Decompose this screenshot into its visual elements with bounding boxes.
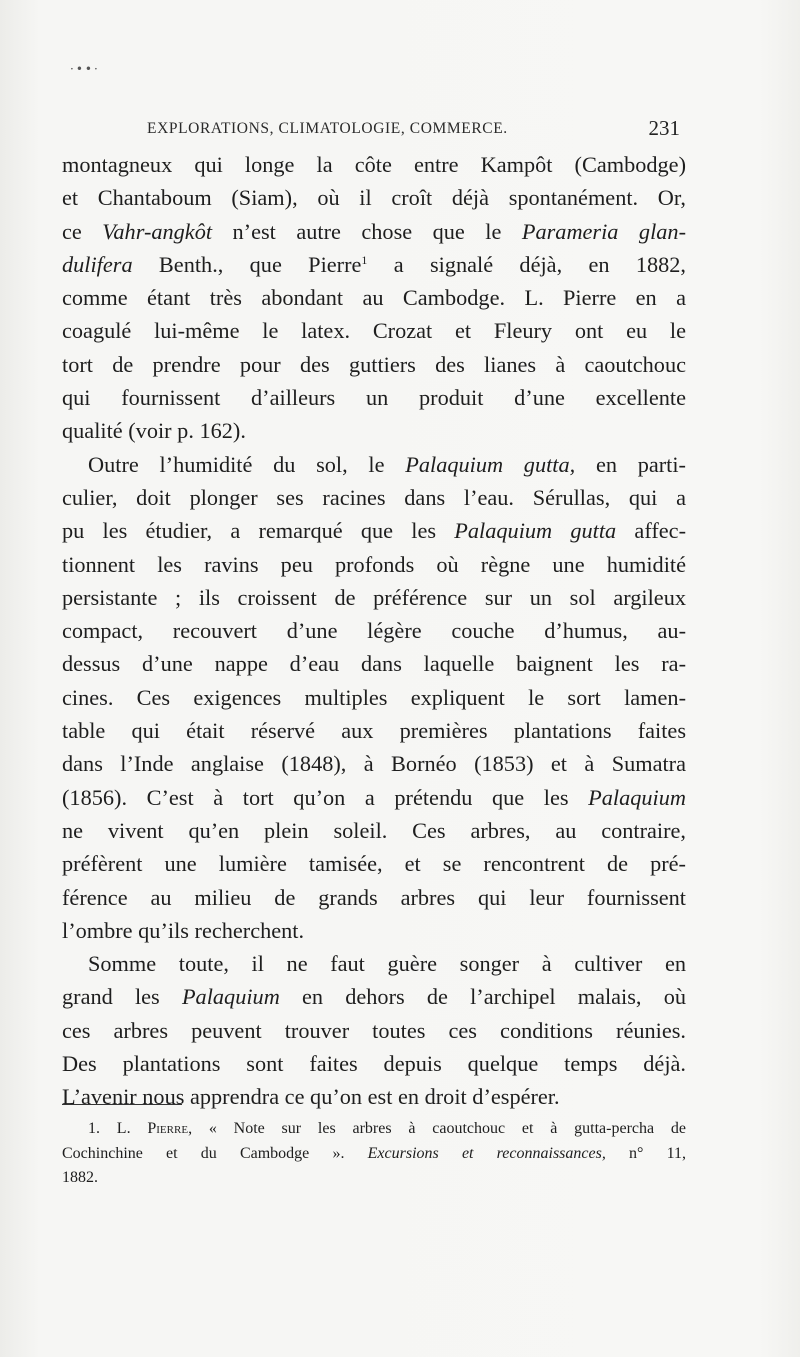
body-line: [62, 314, 686, 347]
text-run: dessus d’une nappe d’eau dans laquelle baignent les ra-: [62, 651, 686, 677]
italic-text: Palaquium: [181, 984, 280, 1010]
running-head-title: EXPLORATIONS, CLIMATOLOGIE, COMMERCE.: [147, 120, 508, 137]
page-number: 231: [648, 116, 680, 140]
text-run: comme étant très abondant au Cambodge. L. Pierre en a: [62, 285, 686, 311]
author-name: Pierre: [147, 1120, 189, 1137]
text-run: en parti-: [575, 451, 686, 477]
body-line: [62, 248, 686, 281]
body-text: [62, 148, 686, 1114]
body-line: [62, 448, 686, 481]
text-run: et Chantaboum (Siam), où il croît déjà spontanément. Or,: [62, 185, 686, 211]
text-run: table qui était réservé aux premières plantations faites: [62, 718, 686, 744]
body-line: [62, 1080, 686, 1113]
italic-text: Palaquium gutta: [454, 518, 617, 544]
body-line: [62, 548, 686, 581]
text-run: grand les: [62, 984, 182, 1010]
body-line: [62, 781, 686, 814]
text-run: compact, recouvert d’une légère couche d’humus, au-: [62, 618, 686, 644]
italic-text: Palaquium: [588, 784, 686, 810]
body-line: [62, 481, 686, 514]
italic-text: Parameria glan-: [521, 218, 686, 244]
body-line: [62, 914, 686, 947]
body-line: [62, 947, 686, 980]
text-run: tionnent les ravins peu profonds où règne une humidité: [62, 551, 686, 577]
body-line: [62, 348, 686, 381]
italic-text: Excursions et reconnaissances,: [367, 1144, 606, 1162]
text-run: coagulé lui-même le latex. Crozat et Fleury ont eu le: [62, 318, 686, 344]
italic-text: Vahr-angkôt: [102, 218, 213, 244]
footnote-rule: [62, 1104, 182, 1105]
text-run: cines. Ces exigences multiples expliquent le sort lamen-: [62, 684, 686, 710]
text-run: Somme toute, il ne faut guère songer à cultiver en: [88, 951, 686, 977]
body-line: [62, 148, 686, 181]
italic-text: dulifera: [62, 251, 133, 277]
text-run: Benth., que Pierre: [132, 251, 362, 277]
text-run: pu les étudier, a remarqué que les: [62, 518, 455, 544]
text-run: affec-: [616, 518, 686, 544]
text-run: a signalé déjà, en 1882,: [367, 251, 686, 277]
body-line: [62, 215, 686, 248]
text-run: culier, doit plonger ses racines dans l’eau. Sérullas, qui a: [62, 484, 686, 510]
footnote: [62, 1117, 686, 1191]
body-line: [62, 614, 686, 647]
text-run: Cochinchine et du Cambodge ».: [62, 1144, 368, 1162]
text-run: ne vivent qu’en plein soleil. Ces arbres, au contraire,: [62, 817, 686, 843]
text-run: L’avenir nous apprendra ce qu’on est en droit d’espérer.: [62, 1084, 560, 1110]
body-line: [62, 847, 686, 880]
text-run: (1856). C’est à tort qu’on a prétendu que les: [62, 784, 589, 810]
text-run: montagneux qui longe la côte entre Kampôt (Cambodge): [62, 152, 686, 177]
text-run: préfèrent une lumière tamisée, et se rencontrent de pré-: [62, 851, 686, 877]
text-run: férence au milieu de grands arbres qui leur fournissent: [62, 884, 686, 910]
footnote-reference: 1: [361, 252, 368, 267]
italic-text: Palaquium gutta,: [405, 451, 576, 477]
text-run: ce: [62, 218, 103, 244]
body-line: [62, 681, 686, 714]
body-line: [62, 814, 686, 847]
text-run: persistante ; ils croissent de préférence sur un sol argileux: [62, 584, 686, 610]
text-run: 1882.: [62, 1169, 98, 1186]
footnote-line: [62, 1142, 686, 1167]
body-line: [62, 881, 686, 914]
body-line: [62, 281, 686, 314]
text-run: tort de prendre pour des guttiers des lianes à caoutchouc: [62, 351, 686, 377]
text-run: ces arbres peuvent trouver toutes ces conditions réunies.: [62, 1017, 686, 1043]
footnote-line: [62, 1166, 686, 1191]
body-line: [62, 514, 686, 547]
text-run: Outre l’humidité du sol, le: [88, 451, 406, 477]
footnote-line: [62, 1117, 686, 1142]
printer-mark: ·••·: [70, 62, 100, 76]
running-head: [147, 118, 680, 142]
body-line: [62, 747, 686, 780]
body-line: [62, 1047, 686, 1080]
text-run: l’ombre qu’ils recherchent.: [62, 917, 305, 943]
text-run: 1. L.: [88, 1120, 148, 1137]
body-line: [62, 381, 686, 414]
body-line: [62, 647, 686, 680]
text-run: Des plantations sont faites depuis quelque temps déjà.: [62, 1051, 686, 1077]
text-run: , « Note sur les arbres à caoutchouc et à gutta-percha de: [188, 1120, 686, 1137]
body-line: [62, 581, 686, 614]
body-line: [62, 714, 686, 747]
text-run: en dehors de l’archipel malais, où: [279, 984, 686, 1010]
body-line: [62, 414, 686, 447]
text-run: qui fournissent d’ailleurs un produit d’une excellente: [62, 385, 686, 411]
text-run: n’est autre chose que le: [212, 218, 522, 244]
text-run: dans l’Inde anglaise (1848), à Bornéo (1853) et à Sumatra: [62, 751, 686, 777]
body-line: [62, 980, 686, 1013]
text-run: n° 11,: [605, 1144, 687, 1162]
text-run: qualité (voir p. 162).: [62, 418, 246, 444]
body-line: [62, 181, 686, 214]
body-line: [62, 1014, 686, 1047]
